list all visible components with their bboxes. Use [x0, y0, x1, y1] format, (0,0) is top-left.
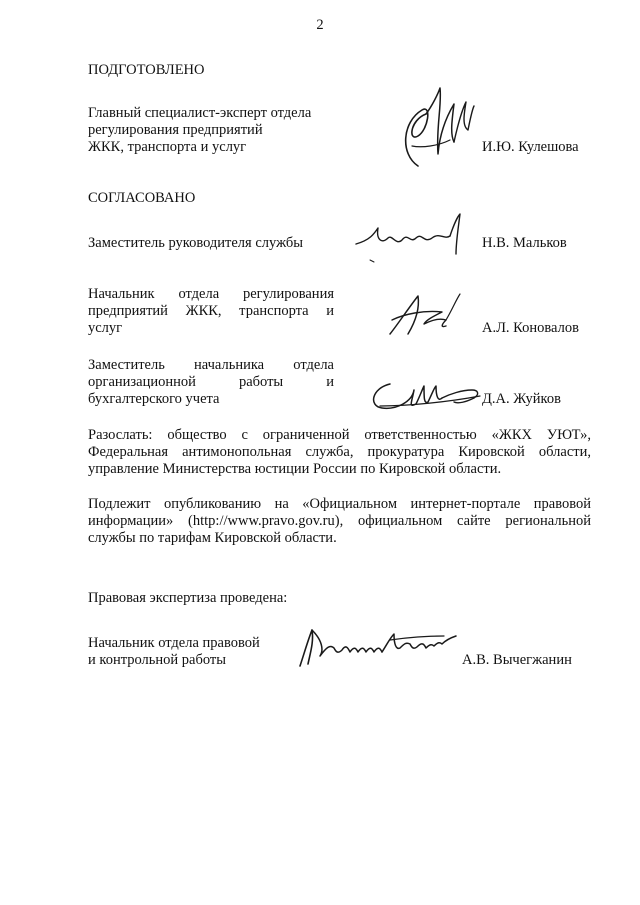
- prepared-position-line: ЖКК, транспорта и услуг: [88, 139, 247, 155]
- signature-vychegzhanin: [294, 622, 460, 670]
- approved-position-line: Начальник отдела регулирования: [88, 286, 334, 302]
- legal-review-signer-name: А.В. Вычегжанин: [462, 652, 572, 668]
- publication-paragraph: Подлежит опубликованию на «Официальном интернет-портале правовой информации» (http://www.pravo.gov.ru), официальном сайте региональной службы по тарифам Кировской области.: [88, 496, 591, 546]
- approved-position-line: бухгалтерского учета: [88, 391, 220, 407]
- prepared-heading: ПОДГОТОВЛЕНО: [88, 62, 205, 78]
- legal-review-position-line: Начальник отдела правовой: [88, 635, 260, 651]
- signature-konovalov: [384, 290, 464, 342]
- approved-position-line: услуг: [88, 320, 123, 336]
- approved-signer-name: А.Л. Коновалов: [482, 320, 579, 336]
- distribution-paragraph: Разослать: общество с ограниченной ответственностью «ЖКХ УЮТ», Федеральная антимонопольная служба, прокуратура Кировской области, управление Министерства юстиции России по Кировской области.: [88, 427, 591, 477]
- approved-position-line: Заместитель начальника отдела: [88, 357, 334, 373]
- prepared-position-line: регулирования предприятий: [88, 122, 263, 138]
- signature-zhuykov: [368, 376, 484, 416]
- approved-signer-name: Д.А. Жуйков: [482, 391, 561, 407]
- page-number: 2: [316, 17, 324, 33]
- approved-heading: СОГЛАСОВАНО: [88, 190, 196, 206]
- approved-position-line: организационной работы и: [88, 374, 334, 390]
- signature-malkov: [352, 212, 468, 272]
- legal-review-heading: Правовая экспертиза проведена:: [88, 590, 288, 606]
- prepared-signer-name: И.Ю. Кулешова: [482, 139, 579, 155]
- signature-kuleshova: [388, 84, 478, 172]
- approved-position-line: Заместитель руководителя службы: [88, 235, 304, 251]
- legal-review-position-line: и контрольной работы: [88, 652, 226, 668]
- approved-signer-name: Н.В. Мальков: [482, 235, 567, 251]
- approved-position-line: предприятий ЖКК, транспорта и: [88, 303, 334, 319]
- prepared-position-line: Главный специалист-эксперт отдела: [88, 105, 312, 121]
